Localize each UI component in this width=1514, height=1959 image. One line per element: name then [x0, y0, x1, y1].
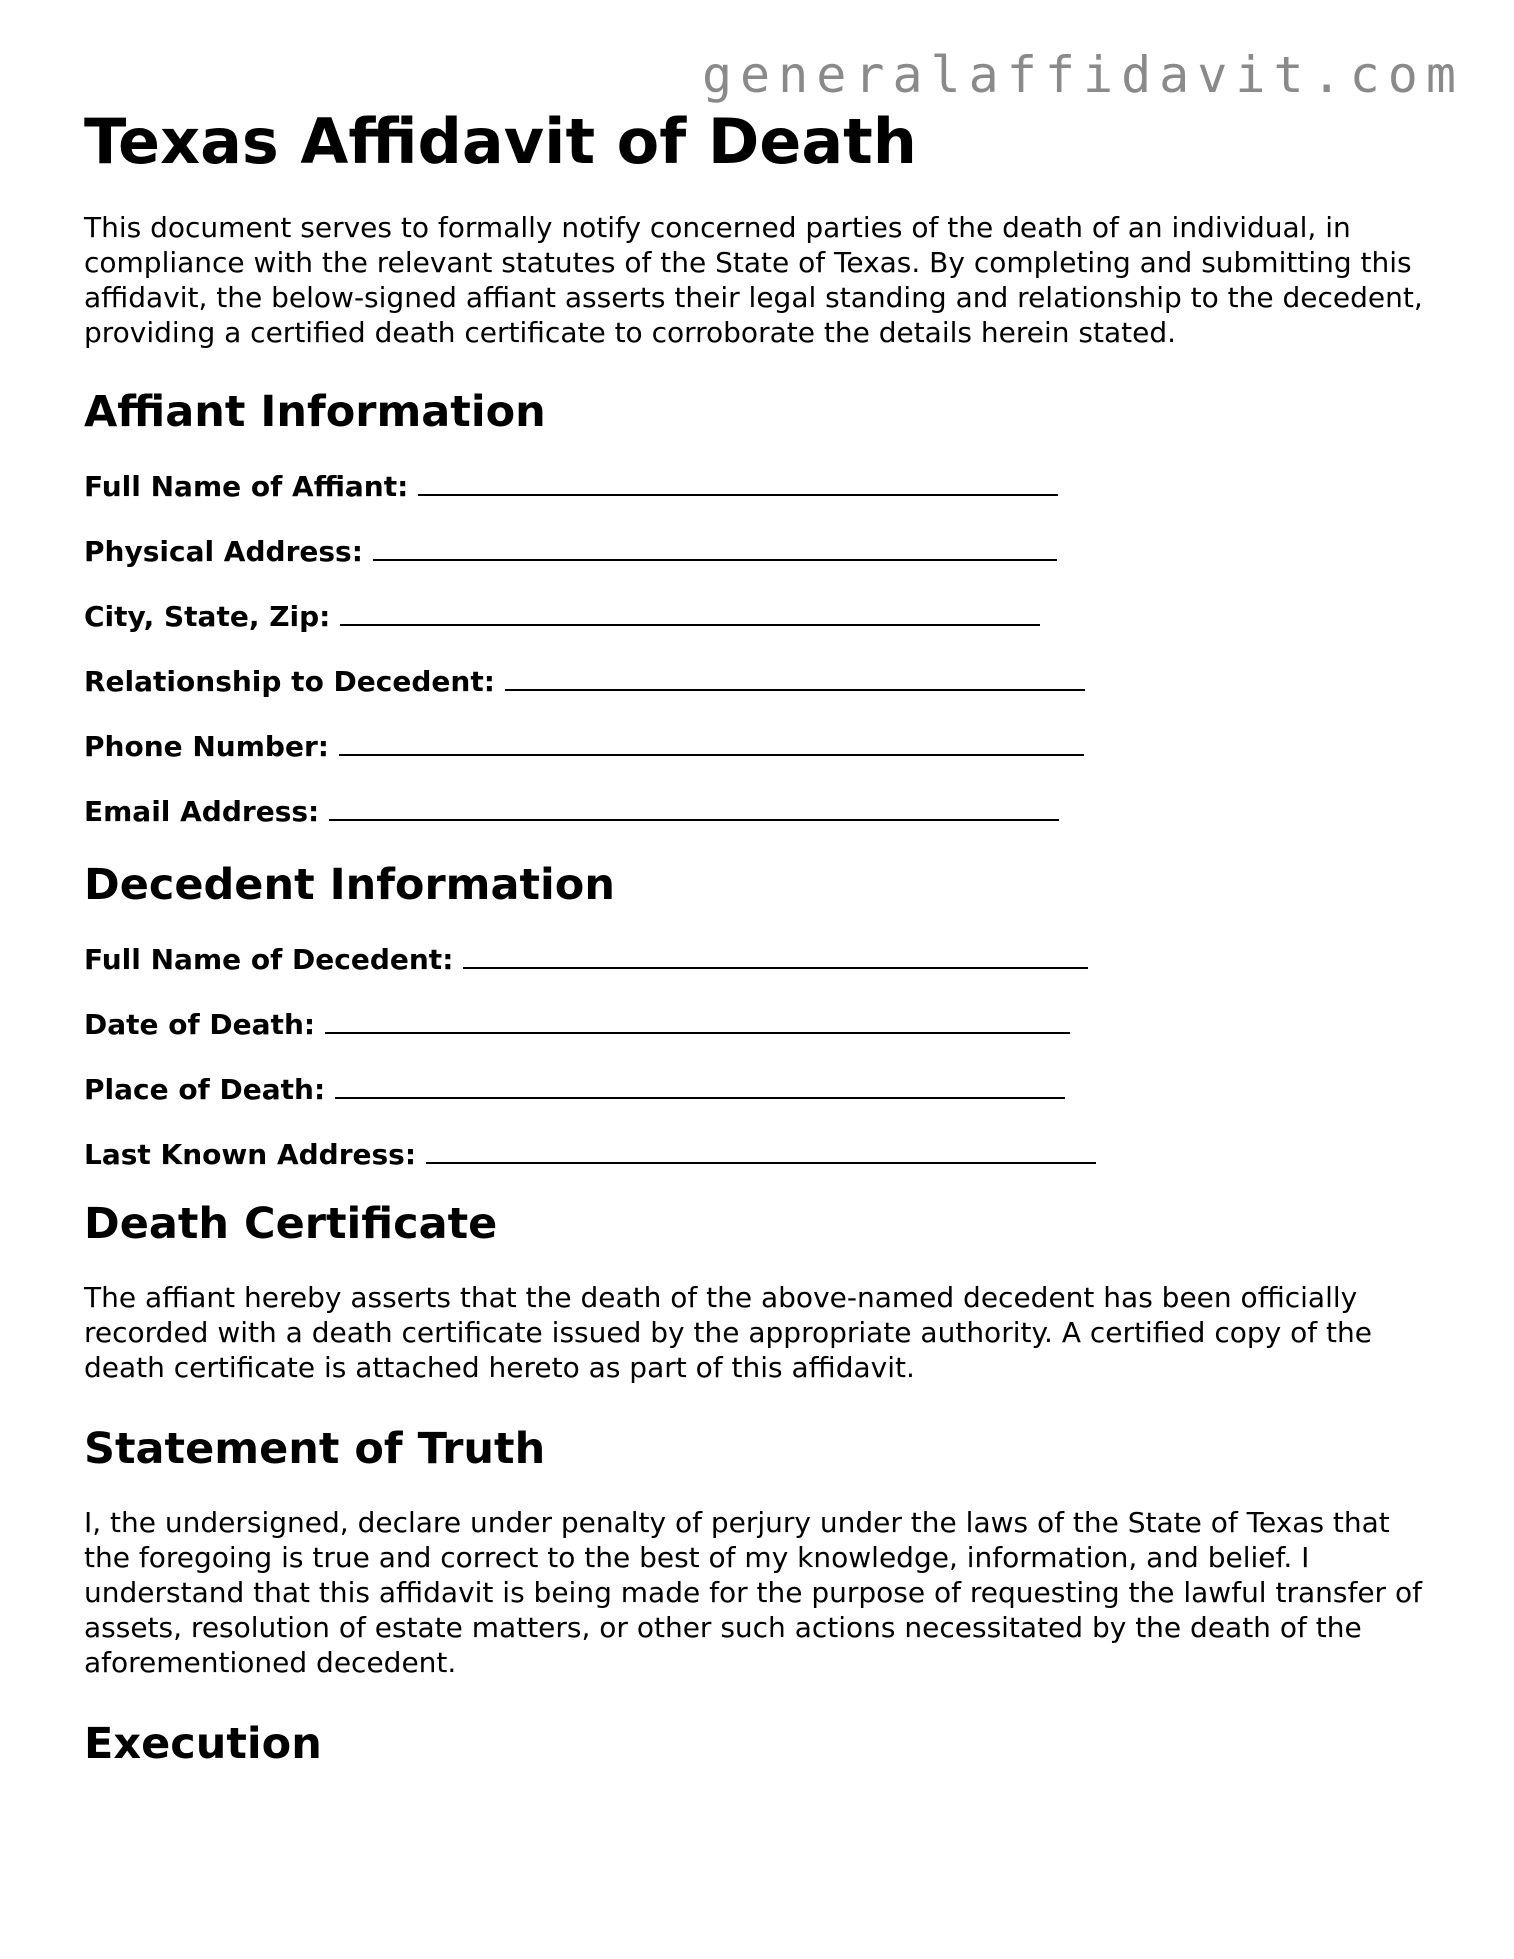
- execution-heading: Execution: [84, 1719, 322, 1769]
- decedent-full-name-line[interactable]: [463, 941, 1088, 969]
- place-of-death-line[interactable]: [335, 1071, 1065, 1099]
- field-label: Full Name of Affiant:: [84, 470, 409, 503]
- decedent-full-name-field: [84, 941, 1434, 975]
- affiant-heading: Affiant Information: [84, 387, 546, 437]
- field-label: City, State, Zip:: [84, 600, 331, 633]
- field-label: Last Known Address:: [84, 1138, 417, 1171]
- affiant-email-field: [84, 793, 1434, 827]
- document-page: [84, 104, 1434, 1770]
- affiant-relationship-line[interactable]: [505, 663, 1085, 691]
- document-title: Texas Affidavit of Death: [84, 105, 917, 178]
- affiant-fields: [84, 468, 1434, 827]
- last-known-address-field: [84, 1136, 1434, 1170]
- affiant-phone-field: [84, 728, 1434, 762]
- field-label: Relationship to Decedent:: [84, 665, 495, 698]
- date-of-death-field: [84, 1006, 1434, 1040]
- affiant-full-name-field: [84, 468, 1434, 502]
- last-known-address-line[interactable]: [426, 1136, 1096, 1164]
- affiant-email-line[interactable]: [329, 793, 1059, 821]
- place-of-death-field: [84, 1071, 1434, 1105]
- field-label: Physical Address:: [84, 535, 363, 568]
- affiant-relationship-field: [84, 663, 1434, 697]
- field-label: Email Address:: [84, 795, 320, 828]
- decedent-fields: [84, 941, 1434, 1170]
- affiant-phone-line[interactable]: [339, 728, 1084, 756]
- field-label: Place of Death:: [84, 1073, 326, 1106]
- statement-of-truth-paragraph: I, the undersigned, declare under penalty of perjury under the laws of the State of Texas that the foregoing is true and correct to the best of my knowledge, information, and belief. I understand that this affidavit is being made for the purpose of requesting the lawful transfer of assets, resolution of estate matters, or other such actions necessitated by the death of the aforementioned decedent.: [84, 1506, 1422, 1679]
- death-certificate-paragraph: The affiant hereby asserts that the death of the above-named decedent has been officially recorded with a death certificate issued by the appropriate authority. A certified copy of the death certificate is attached hereto as part of this affidavit.: [84, 1281, 1372, 1384]
- field-label: Full Name of Decedent:: [84, 943, 454, 976]
- decedent-heading: Decedent Information: [84, 860, 615, 910]
- affiant-city-state-zip-field: [84, 598, 1434, 632]
- intro-paragraph: This document serves to formally notify concerned parties of the death of an individual, in compliance with the relevant statutes of the State of Texas. By completing and submitting this affidavit, the below-signed affiant asserts their legal standing and relationship to the decedent, providing a certified death certificate to corroborate the details herein stated.: [84, 211, 1423, 349]
- date-of-death-line[interactable]: [325, 1006, 1070, 1034]
- field-label: Phone Number:: [84, 730, 329, 763]
- field-label: Date of Death:: [84, 1008, 316, 1041]
- affiant-full-name-line[interactable]: [418, 468, 1058, 496]
- affiant-address-field: [84, 533, 1434, 567]
- watermark: generalaffidavit.com: [701, 46, 1464, 104]
- affiant-city-state-zip-line[interactable]: [340, 598, 1040, 626]
- death-certificate-heading: Death Certificate: [84, 1199, 498, 1249]
- statement-of-truth-heading: Statement of Truth: [84, 1424, 546, 1474]
- affiant-address-line[interactable]: [373, 533, 1057, 561]
